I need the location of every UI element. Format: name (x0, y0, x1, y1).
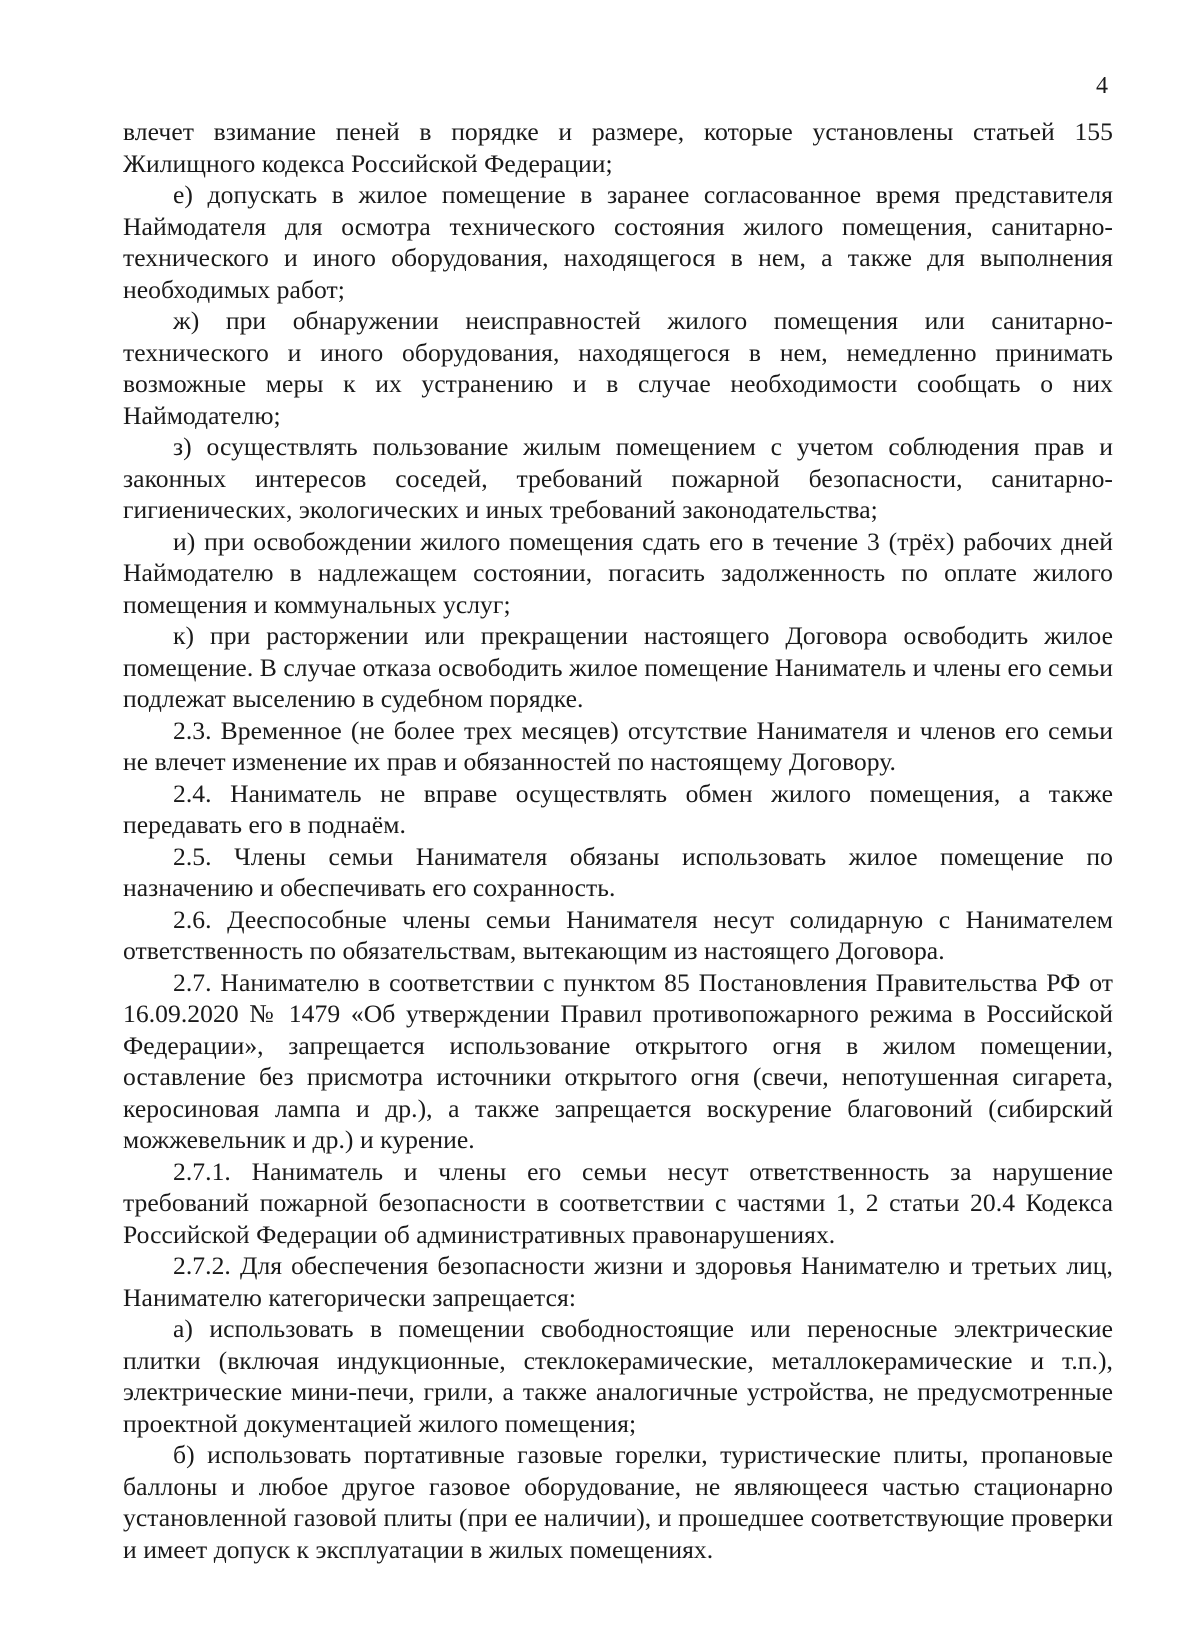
paragraph: 2.7.1. Наниматель и члены его семьи несут ответственность за нарушение требований пожарной безопасности в соответствии с частями 1, 2 статьи 20.4 Кодекса Российской Федерации об административных правонарушениях. (123, 1156, 1113, 1249)
paragraph: 2.5. Члены семьи Нанимателя обязаны использовать жилое помещение по назначению и обеспечивать его сохранность. (123, 841, 1113, 902)
paragraph: 2.7.2. Для обеспечения безопасности жизни и здоровья Нанимателю и третьих лиц, Нанимателю категорически запрещается: (123, 1251, 1113, 1312)
paragraph: б) использовать портативные газовые горелки, туристические плиты, пропановые баллоны и любое другое газовое оборудование, не являющееся частью стационарно установленной газовой плиты (при ее наличии), и прошедшее соответствующие проверки и имеет допуск к эксплуатации в жилых помещениях. (123, 1440, 1113, 1564)
page-number: 4 (1096, 73, 1108, 99)
paragraph: 2.6. Дееспособные члены семьи Нанимателя несут солидарную с Нанимателем ответственность по обязательствам, вытекающим из настоящего Договора. (123, 904, 1113, 965)
paragraph: 2.3. Временное (не более трех месяцев) отсутствие Нанимателя и членов его семьи не влечет изменение их прав и обязанностей по настоящему Договору. (123, 715, 1113, 776)
paragraph: а) использовать в помещении свободностоящие или переносные электрические плитки (включая индукционные, стеклокерамические, металлокерамические и т.п.), электрические мини-печи, грили, а также аналогичные устройства, не предусмотренные проектной документацией жилого помещения; (123, 1314, 1113, 1438)
paragraph: влечет взимание пеней в порядке и размере, которые установлены статьей 155 Жилищного кодекса Российской Федерации; (123, 117, 1113, 178)
paragraph: к) при расторжении или прекращении настоящего Договора освободить жилое помещение. В случае отказа освободить жилое помещение Наниматель и члены его семьи подлежат выселению в судебном порядке. (123, 621, 1113, 713)
document-body (123, 116, 1113, 1565)
paragraph: ж) при обнаружении неисправностей жилого помещения или санитарно-технического и иного оборудования, находящегося в нем, немедленно принимать возможные меры к их устранению и в случае необходимости сообщать о них Наймодателю; (123, 306, 1113, 430)
paragraph: 2.4. Наниматель не вправе осуществлять обмен жилого помещения, а также передавать его в поднаём. (123, 778, 1113, 839)
paragraph: е) допускать в жилое помещение в заранее согласованное время представителя Наймодателя для осмотра технического состояния жилого помещения, санитарно-технического и иного оборудования, находящегося в нем, а также для выполнения необходимых работ; (123, 180, 1113, 304)
paragraph: з) осуществлять пользование жилым помещением с учетом соблюдения прав и законных интересов соседей, требований пожарной безопасности, санитарно-гигиенических, экологических и иных требований законодательства; (123, 432, 1113, 524)
paragraph: 2.7. Нанимателю в соответствии с пунктом 85 Постановления Правительства РФ от 16.09.2020 № 1479 «Об утверждении Правил противопожарного режима в Российской Федерации», запрещается использование открытого огня в жилом помещении, оставление без присмотра источники открытого огня (свечи, непотушенная сигарета, керосиновая лампа и др.), а также запрещается воскурение благовоний (сибирский можжевельник и др.) и курение. (123, 967, 1113, 1154)
paragraph: и) при освобождении жилого помещения сдать его в течение 3 (трёх) рабочих дней Наймодателю в надлежащем состоянии, погасить задолженность по оплате жилого помещения и коммунальных услуг; (123, 526, 1113, 619)
